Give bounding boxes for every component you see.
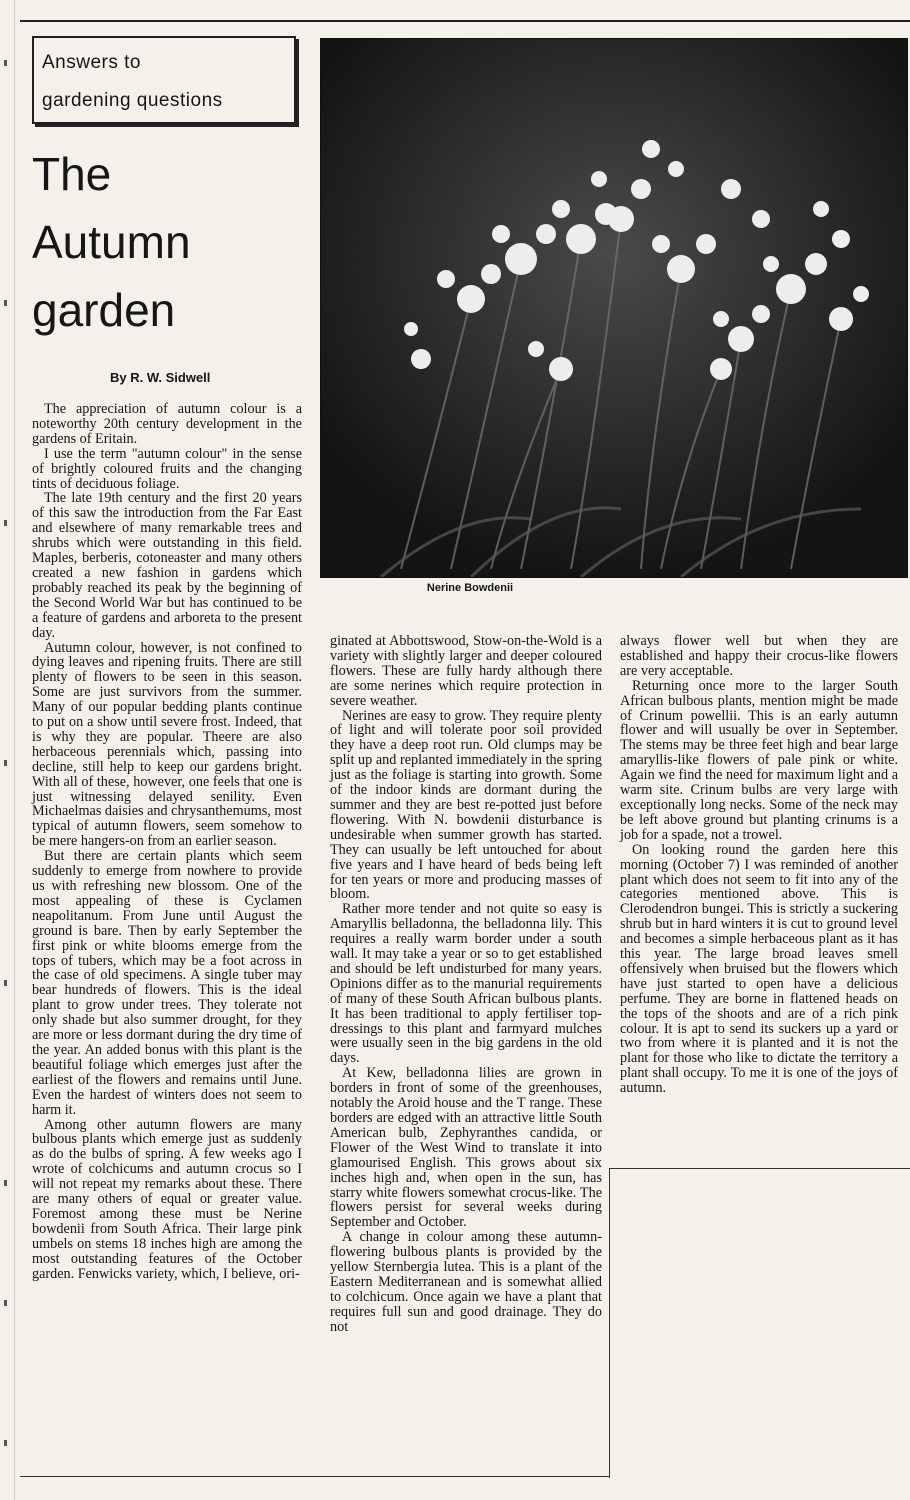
headline-line-3: garden [32, 284, 176, 336]
headline [32, 140, 312, 344]
paragraph: At Kew, belladonna lilies are grown in borders in front of some of the greenhouses, notably the Aroid house and the T range. These borders are edged with an attractive little South American bulb, Zephyranthes candida, or Flower of the West Wind to translate it into glamourised English. This grows about six inches high and, when open in the sun, has starry white flowers somewhat crocus-like. The flowers persist for several weeks during September and October. [330, 1065, 602, 1231]
page-edge-gutter [0, 0, 15, 1500]
paragraph: Among other autumn flowers are many bulbous plants which emerge just as suddenly as do the bulbs of spring. A few weeks ago I wrote of colchicums and autumn crocus so I will not repeat my remarks about these. There are many others of equal or greater value. Foremost among these must be Nerine bowdenii from South Africa. Their large pink umbels on stems 18 inches high are among the most outstanding features of the October garden. Fenwicks variety, which, I believe, ori- [32, 1116, 302, 1282]
paragraph: The appreciation of autumn colour is a noteworthy 20th century development in the gardens of Eritain. [32, 401, 302, 447]
section-kicker-box [32, 36, 296, 124]
paragraph: On looking round the garden here this morning (October 7) I was reminded of another plant which does not seem to fit into any of the categories mentioned above. This is Clerodendron bungei. This is strictly a suckering shrub but in hard winters it is cut to ground level and becomes a simple herbaceous plant as it has this year. The large broad leaves smell offensively when bruised but the flowers which have just started to open have a delicious perfume. They are borne in flattened heads on the tops of the shoots and are of a rich pink colour. It is apt to send its suckers up a yard or two from where it is planted and it is not the plant for those who like to dictate the territory a plant shall occupy. To me it is one of the joys of autumn. [620, 841, 898, 1097]
article-column-1 [32, 402, 302, 1281]
paragraph: ginated at Abbottswood, Stow-on-the-Wold is a variety with slightly larger and deeper coloured flowers. These are fully hardy although there are some nerines which require protection in severe weather. [330, 633, 602, 709]
headline-line-1: The [32, 148, 112, 200]
paragraph: Rather more tender and not quite so easy is Amaryllis belladonna, the belladonna lily. This requires a really warm border under a south wall. It may take a year or so to get established and should be left undisturbed for many years. Opinions differ as to the manurial requirements of many of these South African bulbous plants. It has been traditional to apply fertiliser top-dressings to this plant and farmyard mulches were usually seen in the big gardens in the old days. [330, 901, 602, 1067]
kicker-line-2: gardening questions [42, 90, 223, 111]
headline-line-2: Autumn [32, 216, 191, 268]
kicker-line-1: Answers to [42, 52, 141, 73]
article-column-2 [330, 634, 602, 1335]
byline: By R. W. Sidwell [110, 370, 211, 385]
paragraph: Autumn colour, however, is not confined to dying leaves and ripening fruits. There are still plenty of flowers to be seen in this season. Some are just survivors from the summer. Many of our popular bedding plants continue to put on a show until severe frost. Indeed, that is why they are popular. Theere are also herbaceous perennials which, passing into decline, still help to keep our gardens bright. With all of these, however, one feels that one is just witnessing delayed senility. Even Michaelmas daisies and chrysanthemums, most typical of autumn flowers, seem somehow to be mere hangers-on from an earlier season. [32, 639, 302, 850]
paragraph: The late 19th century and the first 20 years of this saw the introduction from the Far East and elsewhere of many remarkable trees and shrubs which were outstanding in this field. Maples, berberis, cotoneaster and many others created a new fashion in gardens which probably reached its peak by the beginning of the Second World War but has continued to be a feature of gardens and arboreta to the present day. [32, 490, 302, 641]
paragraph: Returning once more to the larger South African bulbous plants, mention might be made of Crinum powellii. This is an early autumn flower and will usually be over in September. The stems may be three feet high and bear large amaryllis-like flowers of pale pink or white. Again we find the need for maximum light and a warm site. Crinum bulbs are very large with exceptionally long necks. Some of the neck may be left above ground but planting crinums is a job for a spade, not a trowel. [620, 677, 898, 843]
nerine-photo [320, 38, 908, 578]
photo-caption: Nerine Bowdenii [426, 582, 514, 594]
paragraph: But there are certain plants which seem suddenly to emerge from nowhere to provide us with refreshing new blossom. One of the most appealing of these is Cyclamen neapolitanum. From June until August the ground is bare. Then by early September the first pink or white blooms emerge from the tops of tubers, which may be a foot across in the case of old specimens. A single tuber may bear hundreds of flowers. This is the ideal plant to grow under trees. They tolerate not only shade but also summer drought, for they are more or less dormant during the dry time of the year. An added bonus with this plant is the beautiful foliage which emerges just after the earliest of the flowers and remains until June. Even the hardest of winters does not seem to harm it. [32, 848, 302, 1118]
top-rule [20, 20, 910, 22]
paragraph: always flower well but when they are established and happy their crocus-like flowers are very acceptable. [620, 633, 898, 679]
column-end-rule [610, 1168, 910, 1169]
article-column-3 [620, 634, 898, 1096]
bottom-rule [20, 1476, 610, 1477]
flower-cluster-image [321, 39, 907, 577]
paragraph: A change in colour among these autumn-flowering bulbous plants is provided by the yellow Sternbergia lutea. This is a plant of the Eastern Mediterranean and is somewhat allied to colchicum. Once again we have a plant that requires full sun and good drainage. They do not [330, 1229, 602, 1335]
column-divider-rule [609, 1168, 610, 1478]
paragraph: I use the term "autumn colour" in the sense of brightly coloured fruits and the changing tints of deciduous foliage. [32, 445, 302, 492]
paragraph: Nerines are easy to grow. They require plenty of light and will tolerate poor soil provided they have a deep root run. Old clumps may be split up and replanted immediately in the spring just as the foliage is starting into growth. Some of the indoor kinds are dormant during the summer and they are best re-potted just before flowering. With N. bowdenii disturbance is undesirable when summer growth has started. They can usually be left untouched for about five years and I have heard of beds being left for ten years or more and producing masses of bloom. [330, 707, 602, 903]
